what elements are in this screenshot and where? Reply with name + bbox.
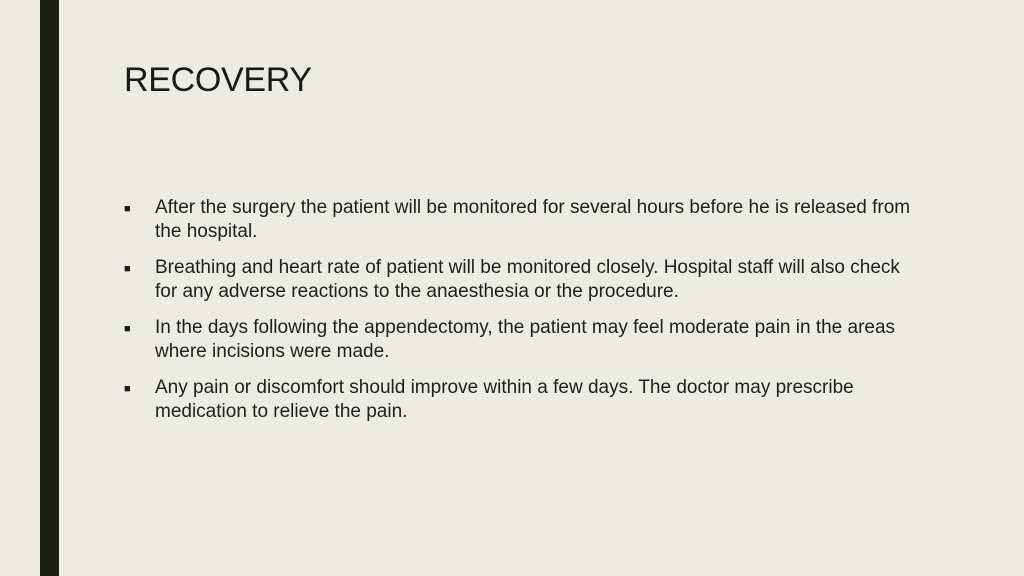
bullet-square-icon: ■ [124, 203, 131, 215]
bullet-square-icon: ■ [124, 323, 131, 335]
bullet-square-icon: ■ [124, 383, 131, 395]
bullet-item [124, 316, 914, 364]
bullet-item [124, 376, 914, 424]
slide-title: RECOVERY [124, 61, 312, 99]
accent-bar [40, 0, 59, 576]
bullet-text: Any pain or discomfort should improve within a few days. The doctor may prescribe medication to relieve the pain. [155, 377, 854, 422]
bullet-square-icon: ■ [124, 263, 131, 275]
bullet-text: In the days following the appendectomy, the patient may feel moderate pain in the areas where incisions were made. [155, 317, 896, 362]
bullet-text: After the surgery the patient will be monitored for several hours before he is released from the hospital. [155, 197, 911, 242]
bullet-text: Breathing and heart rate of patient will be monitored closely. Hospital staff will also check for any adverse reactions to the anaesthesia or the procedure. [155, 257, 900, 302]
bullet-item [124, 196, 914, 244]
bullet-item [124, 256, 914, 304]
bullet-list [124, 196, 914, 436]
